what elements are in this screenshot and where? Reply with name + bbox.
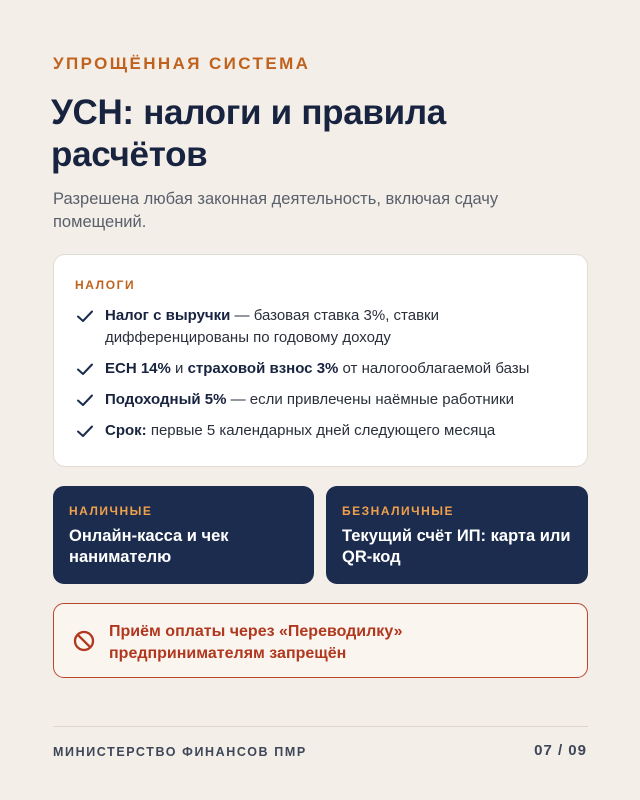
check-icon: [74, 358, 98, 380]
tax-item-bold: Срок:: [105, 422, 147, 439]
tax-item-esn: [74, 358, 574, 380]
noncash-payment-card: [326, 486, 588, 584]
tax-item-detail-2: от налогооблагаемой базы: [338, 360, 530, 377]
tax-item-deadline: [74, 420, 574, 442]
tax-item-text: [105, 420, 495, 442]
tax-item-text: [105, 389, 514, 411]
footer-divider: [53, 726, 588, 727]
cash-payment-text: Онлайн-касса и чек нанимателю: [69, 527, 229, 566]
tax-item-detail: первые 5 календарных дней следующего месяца: [146, 422, 496, 439]
warning-text: Приём оплаты через «Переводилку» предпринимателям запрещён: [109, 623, 403, 662]
tax-item-bold-2: страховой взнос 3%: [187, 360, 339, 377]
check-icon: [74, 305, 98, 327]
tax-item-text: [105, 358, 529, 380]
noncash-payment-label: БЕЗНАЛИЧНЫЕ: [342, 504, 455, 518]
taxes-list: [74, 305, 574, 451]
tax-item-bold: ЕСН 14%: [105, 360, 171, 377]
footer-source: МИНИСТЕРСТВО ФИНАНСОВ ПМР: [53, 745, 307, 759]
tax-item-income: [74, 389, 574, 411]
page-title: УСН: налоги и правила расчётов: [51, 93, 446, 174]
page-subtitle: Разрешена любая законная деятельность, включая сдачу помещений.: [53, 190, 499, 231]
taxes-card: [53, 254, 588, 467]
check-icon: [74, 420, 98, 442]
tax-item-detail: и: [170, 360, 188, 377]
taxes-label: НАЛОГИ: [75, 278, 136, 292]
tax-item-detail: — если привлечены наёмные работники: [226, 391, 515, 408]
warning-card: [53, 603, 588, 678]
tax-item-bold: Налог с выручки: [105, 307, 231, 324]
cash-payment-card: [53, 486, 314, 584]
tax-item-revenue: [74, 305, 574, 349]
section-eyebrow: УПРОЩЁННАЯ СИСТЕМА: [53, 54, 311, 73]
check-icon: [74, 389, 98, 411]
noncash-payment-text: Текущий счёт ИП: карта или QR-код: [342, 527, 571, 566]
tax-item-detail: — базовая ставка 3%, ставки дифференцированы по годовому доходу: [105, 307, 439, 346]
tax-item-bold: Подоходный 5%: [105, 391, 227, 408]
prohibited-icon: [72, 629, 96, 653]
cash-payment-label: НАЛИЧНЫЕ: [69, 504, 153, 518]
page-counter: 07 / 09: [534, 742, 587, 759]
tax-item-text: [105, 305, 574, 349]
